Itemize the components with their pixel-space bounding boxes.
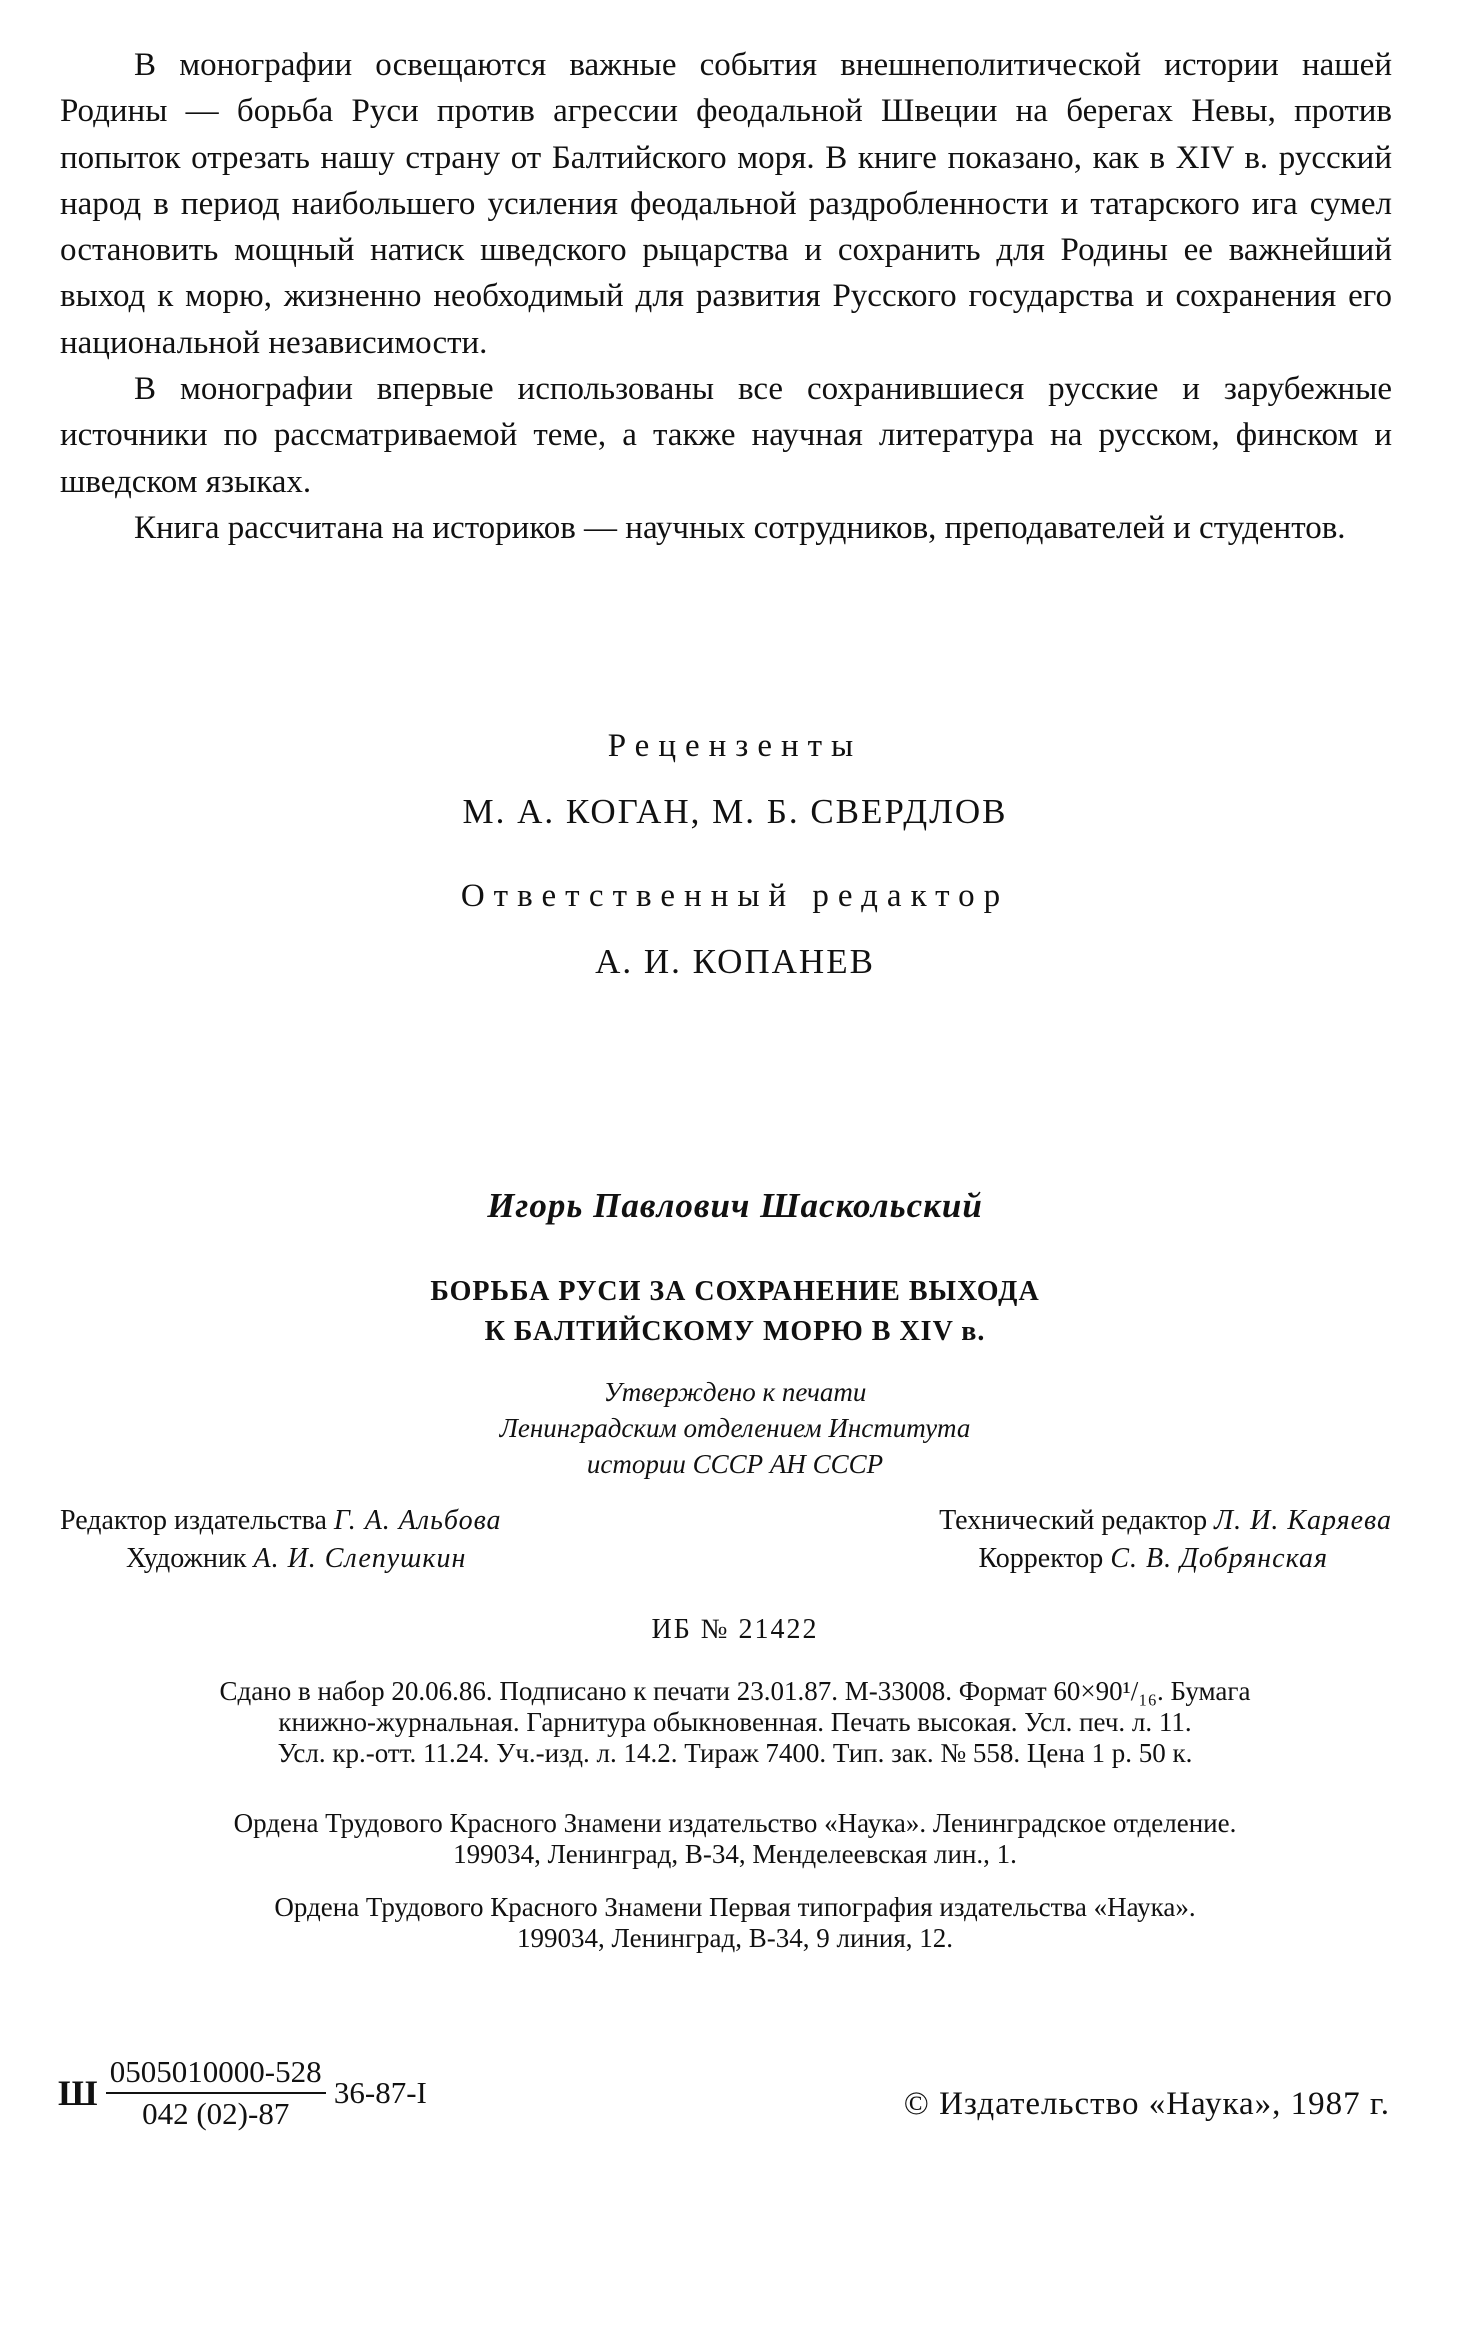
approval-line-1: Утверждено к печати (603, 1377, 867, 1407)
printing-details (0, 1676, 1470, 1769)
code-suffix: 36-87-I (333, 2075, 427, 2110)
publisher-editor-role: Редактор издательства (60, 1505, 327, 1536)
publisher-details (0, 1808, 1470, 1870)
editor-label: Ответственный редактор (460, 878, 1010, 914)
tech-editor-name: Л. И. Каряева (1214, 1505, 1392, 1536)
abstract-paragraph-2: В монографии впервые использованы все сохранившиеся русские и зарубежные источники по рассматриваемой теме, а также научная литература на русском, финском и шведском языках. (60, 371, 1392, 500)
approval-line-2: Ленинградским отделением Института (499, 1413, 971, 1443)
tech-editor-role: Технический редактор (939, 1505, 1208, 1536)
code-fraction (106, 2054, 326, 2132)
proofreader (979, 1540, 1329, 1578)
printer-line-1: Ордена Трудового Красного Знамени Первая типография издательства «Наука». (274, 1892, 1196, 1922)
printing-line-1: Сдано в набор 20.06.86. Подписано к печати 23.01.87. М-33008. Формат 60×90¹/₁₆. Бумага (219, 1676, 1251, 1706)
book-title-line-1: БОРЬБА РУСИ ЗА СОХРАНЕНИЕ ВЫХОДА (430, 1276, 1040, 1307)
artist (126, 1540, 466, 1578)
classification-code (58, 2054, 427, 2132)
proofreader-name: С. В. Добрянская (1110, 1543, 1328, 1574)
abstract (60, 42, 1392, 551)
tech-editor (939, 1502, 1392, 1540)
author-name: Игорь Павлович Шаскольский (487, 1186, 983, 1225)
publisher-line-2: 199034, Ленинград, В-34, Менделеевская лин., 1. (453, 1839, 1017, 1869)
abstract-paragraph-3: Книга рассчитана на историков — научных сотрудников, преподавателей и студентов. (134, 509, 1346, 546)
reviewers-label: Рецензенты (607, 728, 863, 764)
publisher-editor (60, 1502, 502, 1540)
proofreader-role: Корректор (978, 1543, 1104, 1574)
printing-line-2: книжно-журнальная. Гарнитура обыкновенная. Печать высокая. Усл. печ. л. 11. (278, 1707, 1192, 1737)
book-title (0, 1272, 1470, 1352)
ib-number: ИБ № 21422 (651, 1614, 819, 1645)
code-numerator: 0505010000-528 (106, 2054, 326, 2094)
approval-line-3: истории СССР АН СССР (586, 1449, 884, 1479)
approval-note (0, 1374, 1470, 1482)
artist-name: А. И. Слепушкин (253, 1543, 467, 1574)
printing-line-3: Усл. кр.-отт. 11.24. Уч.-изд. л. 14.2. Тираж 7400. Тип. зак. № 558. Цена 1 р. 50 к. (277, 1738, 1193, 1768)
reviewers-names: М. А. КОГАН, М. Б. СВЕРДЛОВ (462, 792, 1008, 831)
artist-role: Художник (126, 1543, 247, 1574)
copyright: © Издательство «Наука», 1987 г. (903, 2086, 1390, 2122)
editor-name: А. И. КОПАНЕВ (595, 942, 875, 981)
code-letter: Ш (58, 2073, 98, 2113)
abstract-paragraph-1: В монографии освещаются важные события внешнеполитической истории нашей Родины — борьба Руси против агрессии феодальной Швеции на берегах Невы, против попыток отрезать нашу страну от Балтийского моря. В книге показано, как в XIV в. русский народ в период наибольшего усиления феодальной раздробленности и татарского ига сумел остановить мощный натиск шведского рыцарства и сохранить для Родины ее важнейший выход к морю, жизненно необходимый для развития Русского государства и сохранения его национальной независимости. (60, 47, 1392, 361)
printer-details (0, 1892, 1470, 1954)
code-denominator: 042 (02)-87 (142, 2096, 290, 2131)
publisher-editor-name: Г. А. Альбова (333, 1505, 502, 1536)
book-title-line-2: К БАЛТИЙСКОМУ МОРЮ В XIV в. (484, 1316, 986, 1347)
publisher-line-1: Ордена Трудового Красного Знамени издательство «Наука». Ленинградское отделение. (233, 1808, 1237, 1838)
printer-line-2: 199034, Ленинград, В-34, 9 линия, 12. (517, 1923, 953, 1953)
